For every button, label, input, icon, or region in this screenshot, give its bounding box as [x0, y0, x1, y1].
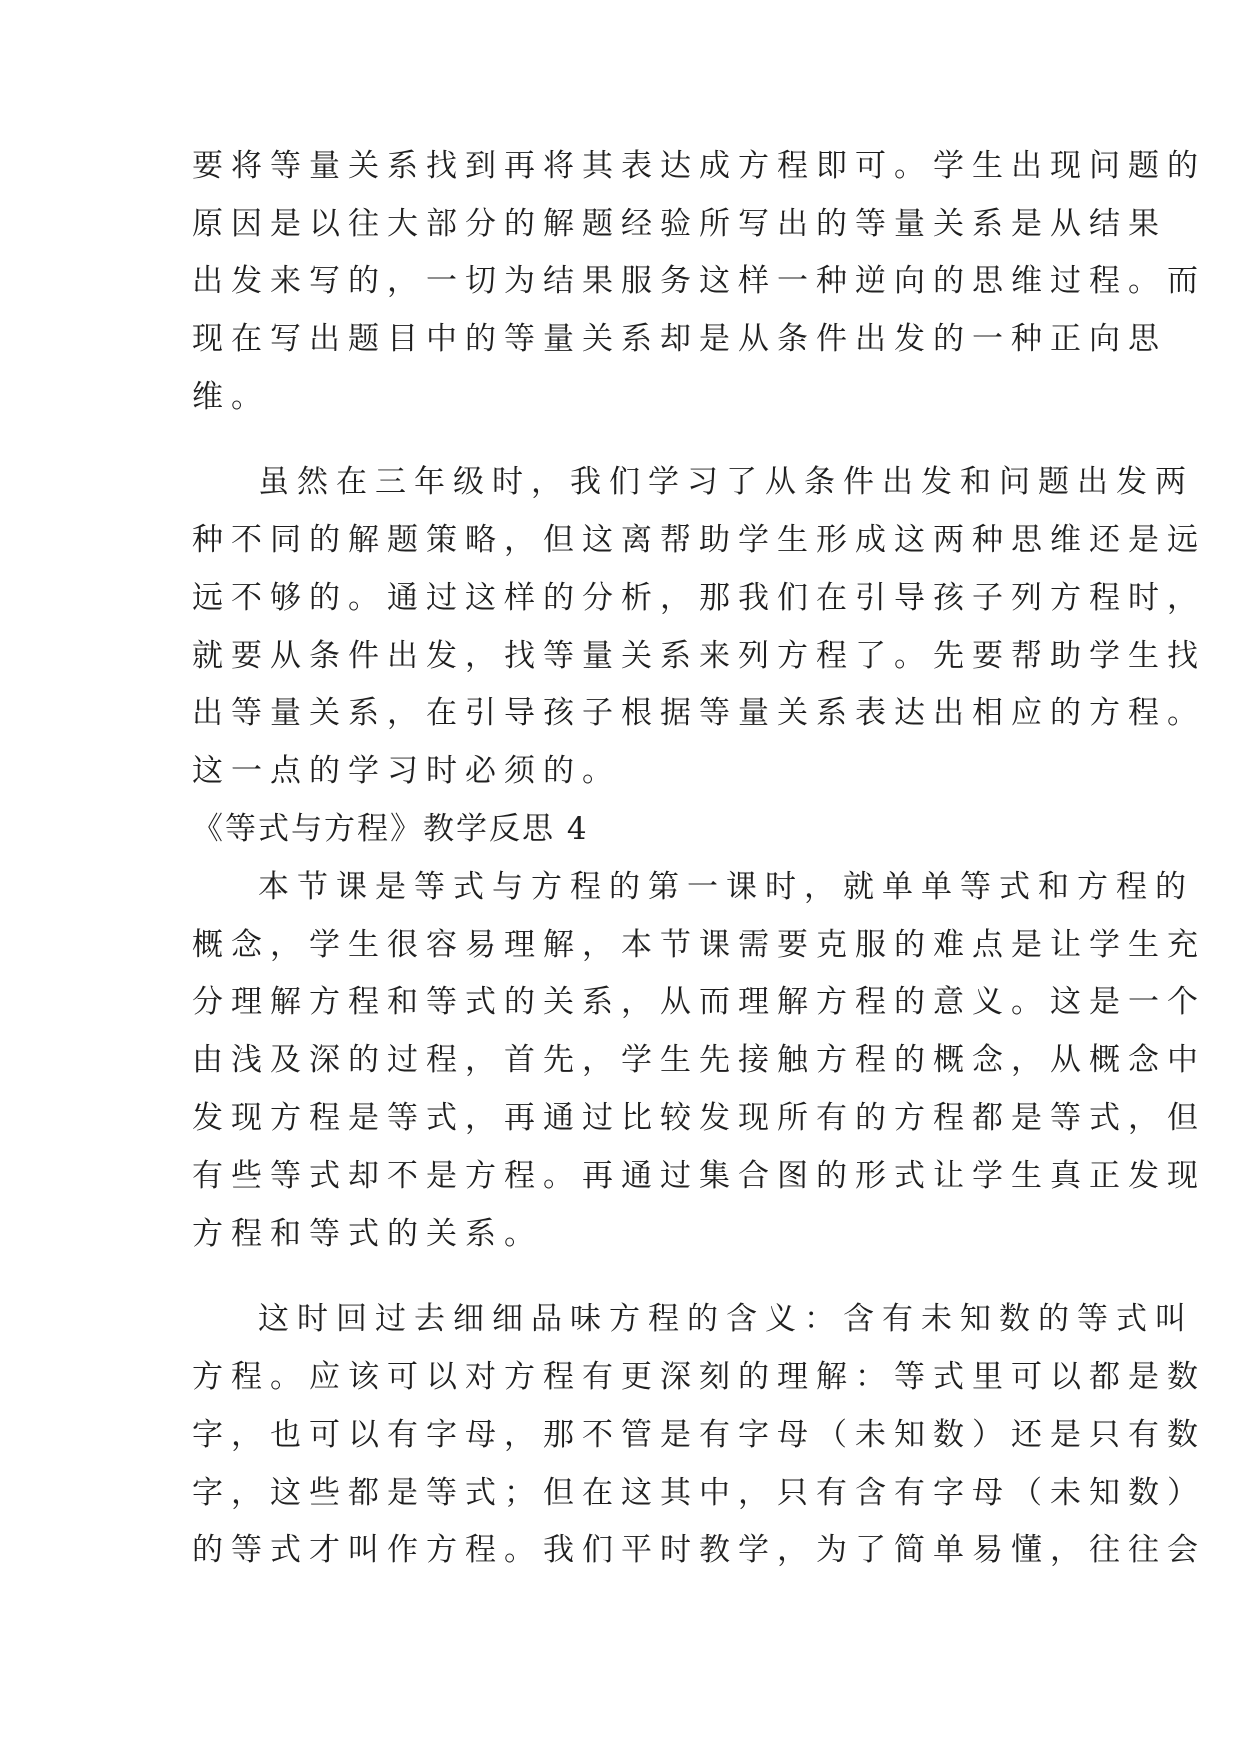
text-line: 概念，学生很容易理解，本节课需要克服的难点是让学生充	[192, 927, 1206, 963]
text-line: 这一点的学习时必须的。	[192, 753, 621, 789]
section-heading: 《等式与方程》教学反思 4	[192, 811, 589, 847]
text-line: 远不够的。通过这样的分析，那我们在引导孩子列方程时，	[192, 580, 1206, 616]
text-line: 要将等量关系找到再将其表达成方程即可。学生出现问题的	[192, 148, 1206, 184]
text-line: 分理解方程和等式的关系，从而理解方程的意义。这是一个	[192, 984, 1206, 1020]
paragraph-first-line: 虽然在三年级时，我们学习了从条件出发和问题出发两	[258, 464, 1194, 500]
text-line: 发现方程是等式，再通过比较发现所有的方程都是等式，但	[192, 1100, 1206, 1136]
paragraph-first-line: 这时回过去细细品味方程的含义：含有未知数的等式叫	[258, 1301, 1194, 1337]
text-line: 方程。应该可以对方程有更深刻的理解：等式里可以都是数	[192, 1359, 1206, 1395]
text-line: 字，也可以有字母，那不管是有字母（未知数）还是只有数	[192, 1417, 1206, 1453]
text-line: 就要从条件出发，找等量关系来列方程了。先要帮助学生找	[192, 638, 1206, 674]
text-line: 出发来写的，一切为结果服务这样一种逆向的思维过程。而	[192, 263, 1206, 299]
text-line: 字，这些都是等式；但在这其中，只有含有字母（未知数）	[192, 1475, 1206, 1511]
text-line: 由浅及深的过程，首先，学生先接触方程的概念，从概念中	[192, 1042, 1206, 1078]
text-line: 有些等式却不是方程。再通过集合图的形式让学生真正发现	[192, 1158, 1206, 1194]
text-line: 出等量关系，在引导孩子根据等量关系表达出相应的方程。	[192, 695, 1206, 731]
paragraph-first-line: 本节课是等式与方程的第一课时，就单单等式和方程的	[258, 869, 1194, 905]
text-line: 的等式才叫作方程。我们平时教学，为了简单易懂，往往会	[192, 1532, 1206, 1568]
text-line: 种不同的解题策略，但这离帮助学生形成这两种思维还是远	[192, 522, 1206, 558]
text-line: 原因是以往大部分的解题经验所写出的等量关系是从结果	[192, 206, 1167, 242]
text-line: 现在写出题目中的等量关系却是从条件出发的一种正向思	[192, 321, 1167, 357]
text-line: 方程和等式的关系。	[192, 1216, 543, 1252]
text-line: 维。	[192, 379, 270, 415]
